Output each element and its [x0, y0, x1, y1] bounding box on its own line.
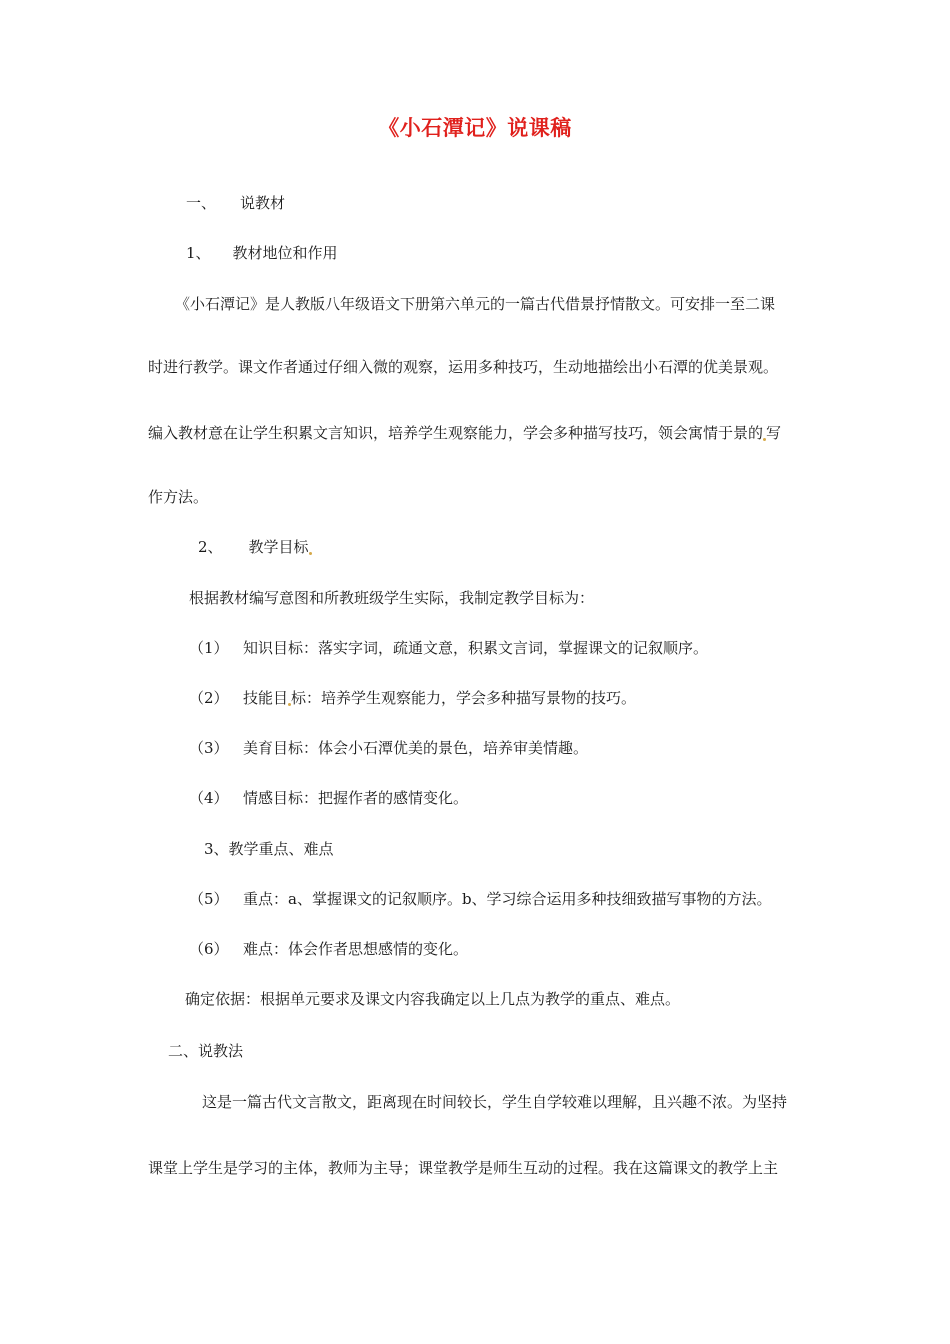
paragraph-line: 课堂上学生是学习的主体，教师为主导；课堂教学是师生互动的过程。我在这篇课文的教学上主 — [148, 1159, 779, 1177]
key-item — [189, 938, 468, 960]
goal-number: （3） — [189, 739, 229, 757]
goal-intro: 根据教材编写意图和所教班级学生实际，我制定教学目标为： — [189, 589, 595, 607]
goal-number: （2） — [189, 689, 229, 707]
page-title: 《小石潭记》说课稿 — [378, 115, 572, 140]
goal-text: 技能目 — [243, 689, 289, 707]
paragraph-text: 写 — [766, 424, 782, 442]
paragraph-line: 这是一篇古代文言散文，距离现在时间较长，学生自学较难以理解，且兴趣不浓。为坚持 — [202, 1093, 788, 1111]
annotation-mark — [309, 552, 312, 555]
paragraph-line — [148, 422, 781, 444]
section-heading-2: 二、说教法 — [168, 1042, 244, 1060]
paragraph-line: 《小石潭记》是人教版八年级语文下册第六单元的一篇古代借景抒情散文。可安排一至二课 — [175, 295, 776, 313]
goal-text: 美育目标：体会小石潭优美的景色，培养审美情趣。 — [243, 739, 589, 757]
goal-text: 知识目标：落实字词，疏通文意，积累文言词，掌握课文的记叙顺序。 — [243, 639, 709, 657]
key-number: （5） — [189, 890, 229, 908]
paragraph-line: 作方法。 — [148, 488, 209, 506]
subsection-number: 2、 — [198, 538, 223, 556]
paragraph-text: 编入教材意在让学生积累文言知识，培养学生观察能力，学会多种描写技巧，领会寓情于景的 — [148, 424, 764, 442]
paragraph-line: 时进行教学。课文作者通过仔细入微的观察，运用多种技巧，生动地描绘出小石潭的优美景观。 — [148, 358, 779, 376]
basis-paragraph: 确定依据：根据单元要求及课文内容我确定以上几点为教学的重点、难点。 — [185, 990, 681, 1008]
key-number: （6） — [189, 940, 229, 958]
subsection-heading-1-3: 3、教学重点、难点 — [204, 840, 334, 858]
subsection-text: 教学目标 — [248, 538, 309, 556]
key-text: 重点：a、掌握课文的记叙顺序。b、学习综合运用多种技细致描写事物的方法。 — [243, 890, 772, 908]
key-text: 难点：体会作者思想感情的变化。 — [243, 940, 469, 958]
goal-item — [189, 637, 708, 659]
section-heading-1 — [186, 192, 285, 214]
goal-item — [189, 737, 588, 759]
subsection-heading-1-1 — [186, 242, 338, 264]
heading-number: 一、 — [186, 194, 217, 212]
key-item — [189, 888, 772, 910]
goal-item — [189, 787, 468, 809]
subsection-number: 1、 — [186, 244, 211, 262]
heading-text: 说教材 — [240, 194, 286, 212]
goal-text: 标：培养学生观察能力，学会多种描写景物的技巧。 — [291, 689, 637, 707]
subsection-heading-1-2 — [198, 536, 312, 558]
goal-number: （4） — [189, 789, 229, 807]
subsection-text: 教材地位和作用 — [232, 244, 338, 262]
goal-text: 情感目标：把握作者的感情变化。 — [243, 789, 469, 807]
goal-item — [189, 687, 636, 709]
goal-number: （1） — [189, 639, 229, 657]
